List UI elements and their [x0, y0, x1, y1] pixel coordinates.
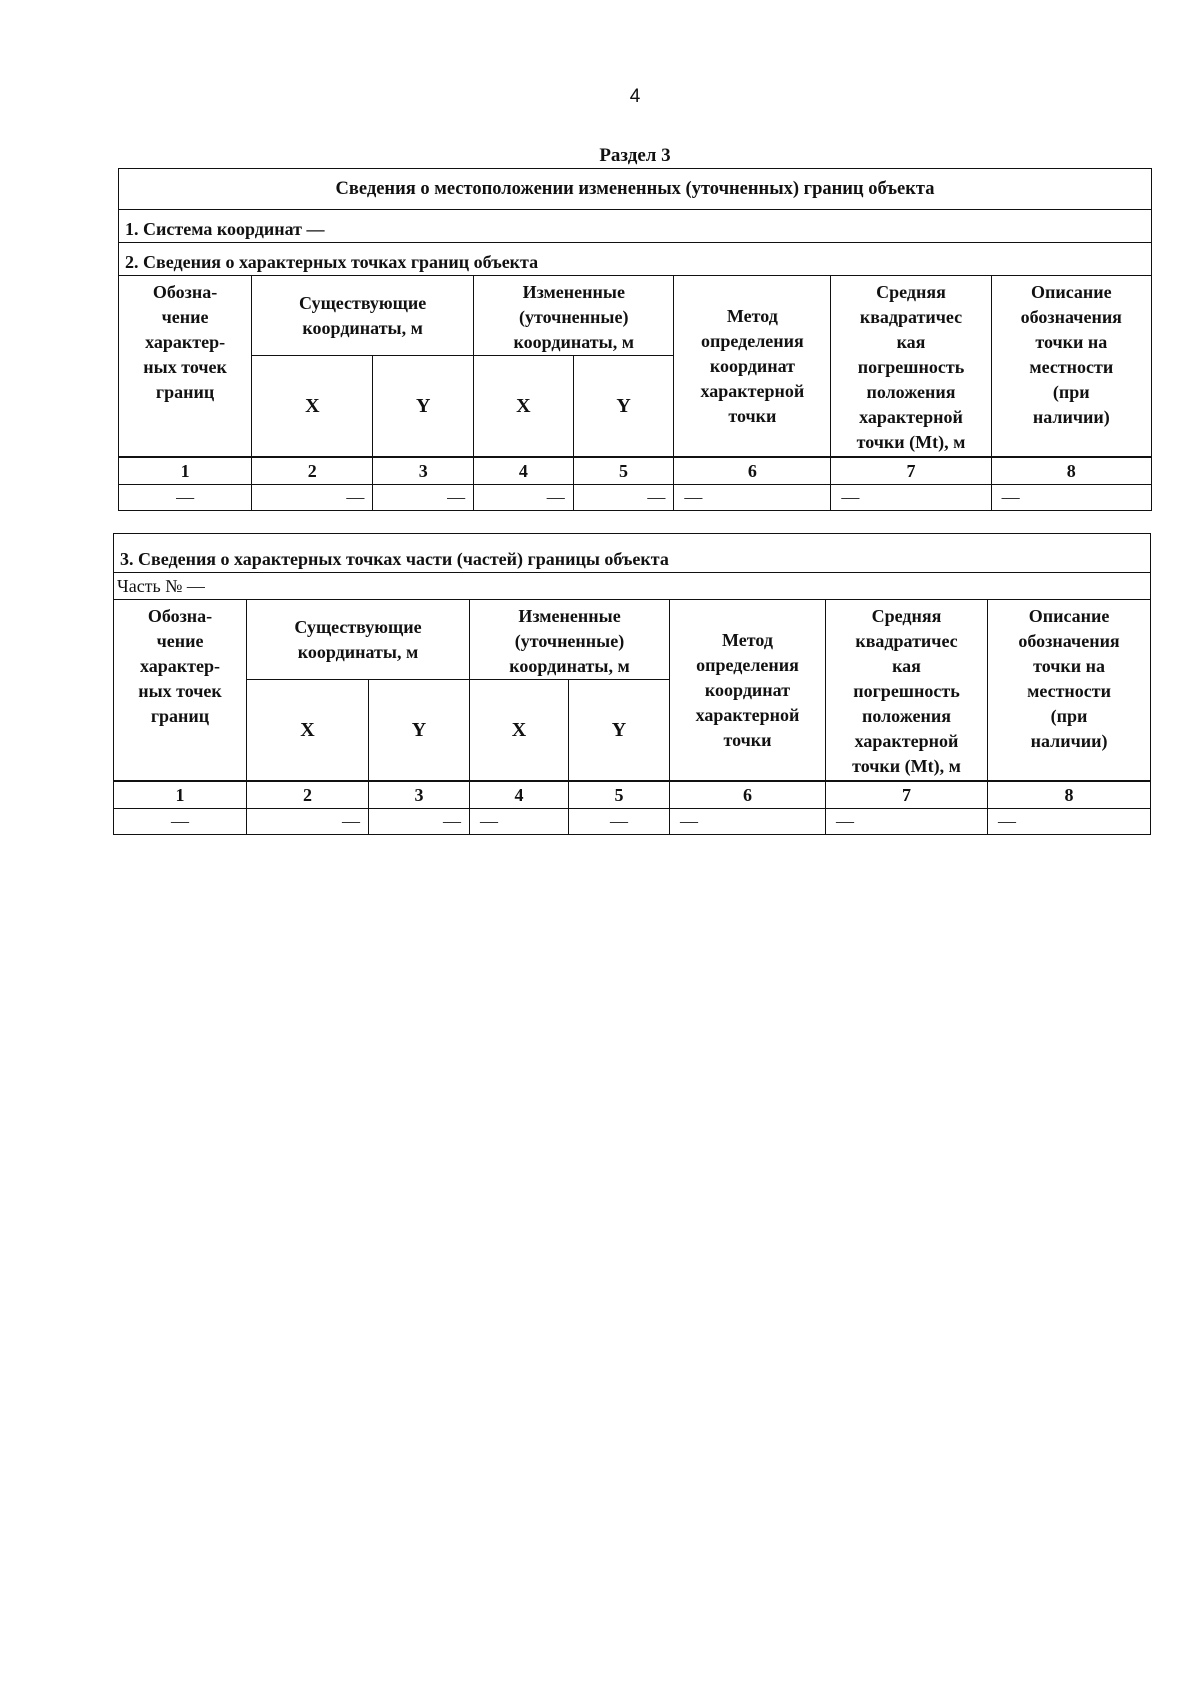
col-number: 3 — [369, 781, 470, 809]
col-number: 1 — [114, 781, 247, 809]
col-existing-y: Y — [373, 356, 474, 458]
points-heading: 2. Сведения о характерных точках границ объекта — [119, 243, 1152, 276]
col-number: 2 — [252, 457, 373, 485]
col-number: 2 — [247, 781, 369, 809]
col-method: Метод определения координат характерной точки — [670, 600, 826, 782]
boundary-points-table — [118, 168, 1152, 511]
empty-cell: — — [573, 485, 674, 511]
empty-cell: — — [369, 809, 470, 835]
empty-cell: — — [826, 809, 988, 835]
col-method: Метод определения координат характерной точки — [674, 276, 831, 458]
empty-cell: — — [474, 485, 574, 511]
col-existing-y: Y — [369, 680, 470, 782]
col-mean-error: Средняя квадратичес кая погрешность положения характерной точки (Mt), м — [826, 600, 988, 782]
empty-cell: — — [991, 485, 1151, 511]
col-number: 8 — [991, 457, 1151, 485]
col-existing-coords: Существующие координаты, м — [247, 600, 470, 680]
empty-cell: — — [119, 485, 252, 511]
col-number: 6 — [674, 457, 831, 485]
col-changed-y: Y — [573, 356, 674, 458]
col-number: 8 — [988, 781, 1151, 809]
empty-cell: — — [569, 809, 670, 835]
col-changed-coords: Измененные (уточненные) координаты, м — [474, 276, 674, 356]
col-changed-x: X — [474, 356, 574, 458]
coordinate-system-row: 1. Система координат — — [119, 210, 1152, 243]
empty-cell: — — [114, 809, 247, 835]
col-changed-y: Y — [569, 680, 670, 782]
empty-cell: — — [670, 809, 826, 835]
col-mean-error: Средняя квадратичес кая погрешность положения характерной точки (Mt), м — [831, 276, 991, 458]
col-designation: Обозна- чение характер- ных точек границ — [114, 600, 247, 782]
col-changed-x: X — [470, 680, 569, 782]
part-number-row: Часть № — — [114, 573, 1151, 600]
col-existing-coords: Существующие координаты, м — [252, 276, 474, 356]
col-number: 7 — [831, 457, 991, 485]
empty-cell: — — [674, 485, 831, 511]
col-existing-x: X — [252, 356, 373, 458]
section-title: Раздел 3 — [599, 145, 671, 166]
empty-cell: — — [470, 809, 569, 835]
col-designation: Обозна- чение характер- ных точек границ — [119, 276, 252, 458]
empty-cell: — — [373, 485, 474, 511]
col-changed-coords: Измененные (уточненные) координаты, м — [470, 600, 670, 680]
col-number: 5 — [569, 781, 670, 809]
col-number: 4 — [470, 781, 569, 809]
col-number: 4 — [474, 457, 574, 485]
parts-heading: 3. Сведения о характерных точках части (частей) границы объекта — [114, 534, 1151, 573]
col-number: 5 — [573, 457, 674, 485]
page-number: 4 — [629, 86, 641, 107]
col-description: Описание обозначения точки на местности (при наличии) — [988, 600, 1151, 782]
col-number: 3 — [373, 457, 474, 485]
empty-cell: — — [247, 809, 369, 835]
main-heading: Сведения о местоположении измененных (уточненных) границ объекта — [119, 169, 1152, 210]
empty-cell: — — [252, 485, 373, 511]
col-description: Описание обозначения точки на местности (при наличии) — [991, 276, 1151, 458]
col-number: 1 — [119, 457, 252, 485]
col-number: 6 — [670, 781, 826, 809]
empty-cell: — — [831, 485, 991, 511]
col-number: 7 — [826, 781, 988, 809]
col-existing-x: X — [247, 680, 369, 782]
empty-cell: — — [988, 809, 1151, 835]
part-points-table — [113, 533, 1151, 835]
